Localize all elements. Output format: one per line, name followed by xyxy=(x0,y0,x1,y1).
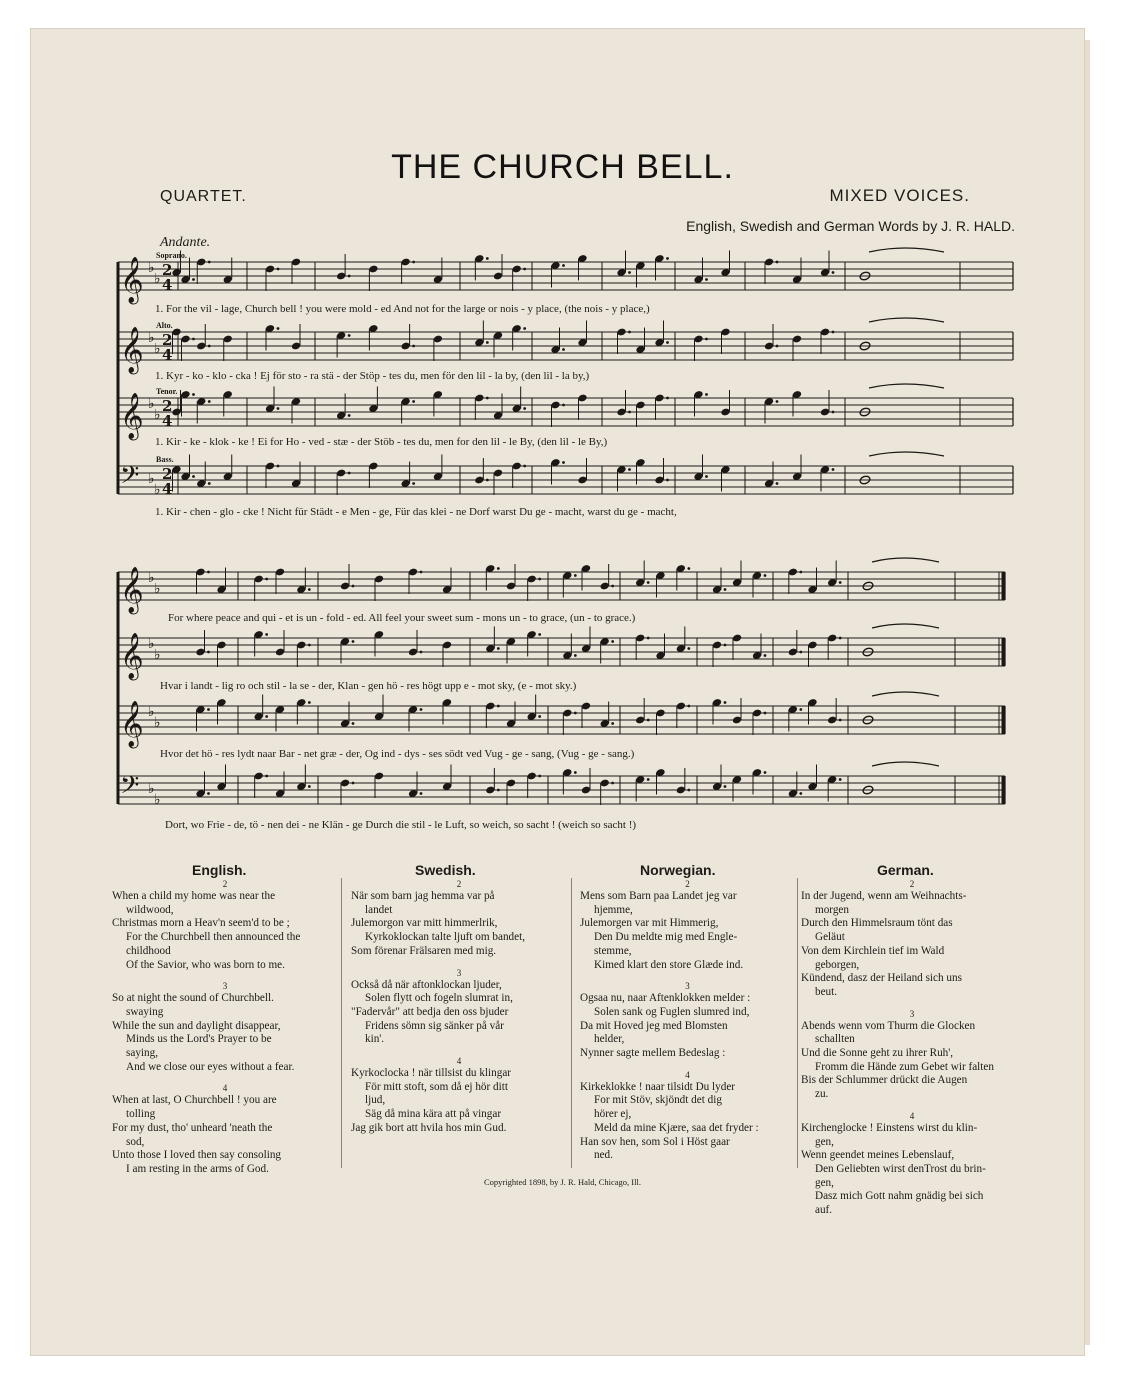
dot xyxy=(192,338,195,341)
stanzas-norwegian xyxy=(580,878,795,1163)
heading-german: German. xyxy=(877,862,934,878)
stanza-number: 3 xyxy=(685,981,690,992)
dot xyxy=(265,775,268,778)
stanza-line: Den Geliebten wirst denTrost du brin- xyxy=(815,1162,986,1175)
stanza-line: Of the Savior, who was born to me. xyxy=(126,958,285,971)
dot xyxy=(666,257,669,260)
lyric-soprano-1: 1. For the vil - lage, Church bell ! you were mold - ed And not for the large or nois - y place, (the nois - y place,) xyxy=(155,303,650,315)
stanza-line: Christmas morn a Heav'n seem'd to be ; xyxy=(112,917,290,930)
dot xyxy=(839,581,842,584)
stanza-line: Solen sank og Fuglen slumred ind, xyxy=(594,1005,750,1018)
dot xyxy=(776,261,779,264)
dot xyxy=(687,647,690,650)
stanza-line: childhood xyxy=(126,944,171,957)
flat-sign-icon: ♭ xyxy=(148,570,155,586)
dot xyxy=(208,482,211,485)
stanzas-german xyxy=(801,878,1023,1218)
dot xyxy=(308,701,311,704)
stanza-number: 3 xyxy=(222,981,228,992)
dot xyxy=(764,771,767,774)
dot xyxy=(486,479,489,482)
treble-clef-icon: 𝄞 xyxy=(120,327,144,373)
stanza-line: Också då när aftonklockan ljuder, xyxy=(351,978,502,991)
tie xyxy=(872,762,939,766)
stanza-line: ned. xyxy=(594,1149,613,1162)
tempo-marking: Andante. xyxy=(160,235,211,250)
stanza-line: Solen flytt och fogeln slumrat in, xyxy=(365,992,513,1005)
stanzas-swedish xyxy=(351,878,567,1136)
stanza-line: Meld da mine Kjære, saa det fryder : xyxy=(594,1121,759,1134)
flat-sign-icon: ♭ xyxy=(154,647,161,663)
lyric-tenor-2: Hvor det hö - res lydt naar Bar - net græ - der, Og ind - dys - ses södt ved Vug - ge - sang, (Vug - ge - sang.) xyxy=(160,748,635,760)
dot xyxy=(348,414,351,417)
stanza-line: beut. xyxy=(815,985,838,998)
flat-sign-icon: ♭ xyxy=(148,471,155,487)
stanza-line: Geläut xyxy=(815,931,845,944)
dot xyxy=(352,782,355,785)
heading-english: English. xyxy=(192,862,247,878)
stanza-line: tolling xyxy=(126,1108,156,1121)
stanza-line: While the sun and daylight disappear, xyxy=(112,1019,281,1032)
dot xyxy=(628,331,631,334)
stanza-line: Unto those I loved then say consoling xyxy=(112,1149,282,1162)
stanza-line: hörer ej, xyxy=(594,1108,632,1121)
dot xyxy=(724,644,727,647)
stanza-line: swaying xyxy=(126,1005,164,1018)
dot xyxy=(776,345,779,348)
dot xyxy=(724,588,727,591)
dot xyxy=(764,654,767,657)
stanza-number: 2 xyxy=(685,879,690,889)
dot xyxy=(832,411,835,414)
stanza-line: I am resting in the arms of God. xyxy=(126,1162,269,1175)
lyric-alto-2: Hvar i landt - lig ro och stil - la se - der, Klan - gen hö - res högt upp e - mot sky, (e - mot sky.) xyxy=(160,680,577,692)
stanza-line: auf. xyxy=(815,1204,833,1217)
stanza-line: Mens som Barn paa Landet jeg var xyxy=(580,890,737,902)
stanza-line: helder, xyxy=(594,1033,625,1046)
copyright-notice: Copyrighted 1898, by J. R. Hald, Chicago, Ill. xyxy=(483,1177,641,1187)
song-title: THE CHURCH BELL. xyxy=(391,148,734,186)
voice-label: Alto. xyxy=(156,321,173,330)
dot xyxy=(207,708,210,711)
dot xyxy=(486,341,489,344)
time-signature-numerator: 2 xyxy=(162,261,173,279)
dot xyxy=(839,719,842,722)
stanza-line: ljud, xyxy=(365,1094,386,1107)
stanza-line: stemme, xyxy=(594,944,632,957)
time-signature-denominator: 4 xyxy=(162,346,173,364)
time-signature-numerator: 2 xyxy=(162,397,173,415)
bass-clef-icon: 𝄢 xyxy=(120,771,140,806)
stanza-line: Wenn geendet meines Lebenslauf, xyxy=(801,1149,955,1162)
stanza-line: Von dem Kirchlein tief im Wald xyxy=(801,944,945,957)
dot xyxy=(420,792,423,795)
stanza-line: "Fadervår" att bedja den oss bjuder xyxy=(351,1005,509,1018)
dot xyxy=(538,633,541,636)
dot xyxy=(277,407,280,410)
dot xyxy=(574,574,577,577)
stanza-line: gen, xyxy=(815,1176,834,1189)
flat-sign-icon: ♭ xyxy=(148,396,155,412)
dot xyxy=(192,393,195,396)
dot xyxy=(265,633,268,636)
stanza-line: Ogsaa nu, naar Aftenklokken melder : xyxy=(580,992,751,1005)
dot xyxy=(611,722,614,725)
dot xyxy=(420,708,423,711)
tie xyxy=(869,384,944,388)
voice-label: Tenor. xyxy=(156,387,178,396)
stanza-line: Julemorgen var mit Himmerig, xyxy=(580,917,719,930)
stanza-line: In der Jugend, wenn am Weihnachts- xyxy=(801,890,967,902)
stanza-line: Kyrkoclocka ! när tillsist du klingar xyxy=(351,1067,512,1080)
dot xyxy=(412,261,415,264)
stanza-number: 4 xyxy=(456,1056,462,1067)
flat-sign-icon: ♭ xyxy=(154,715,161,731)
stanza-line: When a child my home was near the xyxy=(112,890,276,902)
dot xyxy=(647,637,650,640)
dot xyxy=(277,465,280,468)
dot xyxy=(628,411,631,414)
stanza-number: 3 xyxy=(456,967,462,978)
stanza-line: wildwood, xyxy=(126,903,174,916)
dot xyxy=(192,278,195,281)
dot xyxy=(574,654,577,657)
dot xyxy=(562,461,565,464)
time-signature-denominator: 4 xyxy=(162,412,173,430)
dot xyxy=(207,792,210,795)
stanza-line: Kündend, dasz der Heiland sich uns xyxy=(801,972,962,985)
dot xyxy=(412,482,415,485)
dot xyxy=(208,345,211,348)
stanzas-english xyxy=(112,878,338,1177)
stanza-line: Abends wenn vom Thurm die Glocken xyxy=(801,1019,976,1032)
dot xyxy=(486,397,489,400)
dot xyxy=(776,482,779,485)
dot xyxy=(420,651,423,654)
tie xyxy=(872,558,939,562)
stanza-line: Da mit Hoved jeg med Blomsten xyxy=(580,1019,728,1032)
lyric-soprano-2: For where peace and qui - et is un - fold - ed. All feel your sweet sum - mons un - to grace, (un - to grace.) xyxy=(168,612,636,624)
dot xyxy=(705,278,708,281)
dot xyxy=(832,468,835,471)
lyric-bass-1: 1. Kir - chen - glo - cke ! Nicht für Städt - e Men - ge, Für das klei - ne Dorf warst Du ge - macht, warst du ge - macht, xyxy=(155,506,677,518)
stanza-line: When at last, O Churchbell ! you are xyxy=(112,1094,277,1107)
dot xyxy=(799,651,802,654)
dot xyxy=(523,407,526,410)
flat-sign-icon: ♭ xyxy=(154,271,161,287)
time-signature-numerator: 2 xyxy=(162,331,173,349)
stanza-line: Den Du meldte mig med Engle- xyxy=(594,931,738,944)
dot xyxy=(277,327,280,330)
dot xyxy=(687,789,690,792)
stanza-line: Som förenar Frälsaren med mig. xyxy=(351,944,497,957)
dot xyxy=(647,581,650,584)
flat-sign-icon: ♭ xyxy=(148,330,155,346)
dot xyxy=(764,712,767,715)
dot xyxy=(265,578,268,581)
dot xyxy=(776,400,779,403)
dot xyxy=(628,271,631,274)
stanza-line: So at night the sound of Churchbell. xyxy=(112,992,274,1005)
tie xyxy=(869,248,944,252)
stanza-line: Dasz mich Gott nahm gnädig bei sich xyxy=(815,1190,984,1203)
tie xyxy=(869,318,944,322)
dot xyxy=(523,268,526,271)
dot xyxy=(308,644,311,647)
dot xyxy=(799,708,802,711)
bass-clef-icon: 𝄢 xyxy=(120,461,140,496)
dot xyxy=(523,465,526,468)
tie xyxy=(872,692,939,696)
treble-clef-icon: 𝄞 xyxy=(120,633,144,679)
dot xyxy=(277,268,280,271)
dot xyxy=(724,785,727,788)
tie xyxy=(872,624,939,628)
dot xyxy=(832,271,835,274)
dot xyxy=(352,722,355,725)
tie xyxy=(869,452,944,456)
stanza-line: För mitt stoft, som då ej hör ditt xyxy=(365,1080,508,1093)
dot xyxy=(562,404,565,407)
dot xyxy=(412,400,415,403)
stanza-line: Fridens sömn sig sänker på vår xyxy=(365,1019,504,1032)
dot xyxy=(352,585,355,588)
quartet-label: QUARTET. xyxy=(160,188,247,205)
lyric-alto-1: 1. Kyr - ko - klo - cka ! Ej för sto - ra stä - der Stöp - tes du, men för den lil - la by, (den lil - la by,) xyxy=(155,370,590,382)
treble-clef-icon: 𝄞 xyxy=(120,257,144,303)
heading-norwegian: Norwegian. xyxy=(640,862,716,878)
stanza-line: Julemorgon var mitt himmerlrik, xyxy=(351,917,498,930)
dot xyxy=(497,647,500,650)
dot xyxy=(207,651,210,654)
dot xyxy=(832,331,835,334)
dot xyxy=(538,715,541,718)
voice-label: Bass. xyxy=(156,455,174,464)
stanza-line: sod, xyxy=(126,1135,145,1148)
stanza-line: Durch den Himmelsraum tönt das xyxy=(801,917,953,930)
dot xyxy=(562,264,565,267)
dot xyxy=(764,574,767,577)
stanza-line: Kyrkoklockan talte ljuft om bandet, xyxy=(365,931,526,944)
dot xyxy=(523,327,526,330)
stanza-number: 4 xyxy=(685,1069,690,1080)
dot xyxy=(208,400,211,403)
dot xyxy=(724,701,727,704)
stanza-line: Nynner sagte mellem Bedeslag : xyxy=(580,1047,726,1060)
dot xyxy=(666,341,669,344)
dot xyxy=(687,705,690,708)
column-divider xyxy=(571,878,572,1168)
stanza-line: Minds us the Lord's Prayer to be xyxy=(126,1033,272,1046)
voice-label: Soprano. xyxy=(156,251,187,260)
flat-sign-icon: ♭ xyxy=(148,260,155,276)
dot xyxy=(497,705,500,708)
dot xyxy=(628,468,631,471)
dot xyxy=(611,585,614,588)
dot xyxy=(348,472,351,475)
stanza-line: Und die Sonne geht zu ihrer Ruh', xyxy=(801,1047,954,1060)
dot xyxy=(265,715,268,718)
lyric-bass-2: Dort, wo Frie - de, tö - nen dei - ne Klän - ge Durch die stil - le Luft, so weich, so sacht ! (weich so sacht !) xyxy=(165,819,637,831)
dot xyxy=(308,785,311,788)
stanza-line: For the Churchbell then announced the xyxy=(126,931,301,944)
stanza-line: Kirchenglocke ! Einstens wirst du klin- xyxy=(801,1121,978,1134)
dot xyxy=(839,637,842,640)
dot xyxy=(308,588,311,591)
dot xyxy=(687,567,690,570)
dot xyxy=(207,571,210,574)
stanza-line: Kirkeklokke ! naar tilsidt Du lyder xyxy=(580,1080,736,1093)
stanza-line: schallten xyxy=(815,1033,855,1046)
dot xyxy=(666,479,669,482)
dot xyxy=(799,792,802,795)
dot xyxy=(486,257,489,260)
flat-sign-icon: ♭ xyxy=(154,341,161,357)
dot xyxy=(412,345,415,348)
heading-swedish: Swedish. xyxy=(415,862,476,878)
time-signature-numerator: 2 xyxy=(162,465,173,483)
stanza-number: 4 xyxy=(909,1110,915,1121)
stanza-line: For my dust, tho' unheard 'neath the xyxy=(112,1121,273,1134)
dot xyxy=(705,393,708,396)
dot xyxy=(799,571,802,574)
dot xyxy=(420,571,423,574)
column-divider xyxy=(341,878,342,1168)
stanza-number: 3 xyxy=(909,1008,915,1019)
dot xyxy=(647,719,650,722)
stanza-line: Jag gik bort att hvila hos min Gud. xyxy=(351,1121,507,1134)
stanza-line: Fromm die Hände zum Gebet wir falten xyxy=(815,1060,994,1073)
stanza-line: När som barn jag hemma var på xyxy=(351,890,495,902)
dot xyxy=(538,578,541,581)
mixed-voices-label: MIXED VOICES. xyxy=(829,186,970,205)
dot xyxy=(352,640,355,643)
flat-sign-icon: ♭ xyxy=(148,636,155,652)
stanza-line: morgen xyxy=(815,903,849,916)
dot xyxy=(497,789,500,792)
stanza-line: kin'. xyxy=(365,1033,385,1046)
stanza-line: zu. xyxy=(815,1088,829,1101)
dot xyxy=(562,348,565,351)
dot xyxy=(611,782,614,785)
time-signature-denominator: 4 xyxy=(162,480,173,498)
flat-sign-icon: ♭ xyxy=(154,581,161,597)
dot xyxy=(192,475,195,478)
stanza-line: gen, xyxy=(815,1135,834,1148)
stanza-line: landet xyxy=(365,903,393,916)
stanza-line: geborgen, xyxy=(815,958,860,971)
dot xyxy=(574,712,577,715)
stanza-number: 2 xyxy=(456,879,462,889)
dot xyxy=(348,275,351,278)
stanza-line: Bis der Schlummer drückt die Augen xyxy=(801,1074,968,1087)
column-divider xyxy=(797,878,798,1168)
dot xyxy=(538,775,541,778)
dot xyxy=(611,640,614,643)
dot xyxy=(647,778,650,781)
stanza-number: 2 xyxy=(222,879,228,889)
treble-clef-icon: 𝄞 xyxy=(120,567,144,613)
stanza-line: And we close our eyes without a fear. xyxy=(126,1060,295,1073)
stanza-line: Han sov hen, som Sol i Höst gaar xyxy=(580,1135,730,1148)
stanza-line: saying, xyxy=(126,1047,159,1060)
lyric-tenor-1: 1. Kir - ke - klok - ke ! Ei for Ho - ved - stæ - der Stöb - tes du, men for den lil - le By, (den lil - le By,) xyxy=(155,436,608,448)
flat-sign-icon: ♭ xyxy=(154,792,161,808)
dot xyxy=(574,771,577,774)
flat-sign-icon: ♭ xyxy=(154,407,161,423)
dot xyxy=(497,567,500,570)
lyricist-credit: English, Swedish and German Words by J. R. HALD. xyxy=(686,218,1015,234)
dot xyxy=(839,778,842,781)
treble-clef-icon: 𝄞 xyxy=(120,393,144,439)
stanza-number: 2 xyxy=(909,879,915,889)
treble-clef-icon: 𝄞 xyxy=(120,701,144,747)
stanza-line: Säg då mina kära att på vingar xyxy=(365,1108,502,1121)
stanza-line: Kimed klart den store Glæde ind. xyxy=(594,958,744,971)
stanza-number: 4 xyxy=(222,1083,228,1094)
flat-sign-icon: ♭ xyxy=(148,704,155,720)
dot xyxy=(705,338,708,341)
stanza-line: hjemme, xyxy=(594,903,633,916)
time-signature-denominator: 4 xyxy=(162,276,173,294)
dot xyxy=(705,475,708,478)
dot xyxy=(208,261,211,264)
dot xyxy=(348,334,351,337)
flat-sign-icon: ♭ xyxy=(154,482,161,498)
dot xyxy=(666,397,669,400)
stanza-line: For mit Stöv, skjöndt det dig xyxy=(594,1094,722,1107)
flat-sign-icon: ♭ xyxy=(148,781,155,797)
